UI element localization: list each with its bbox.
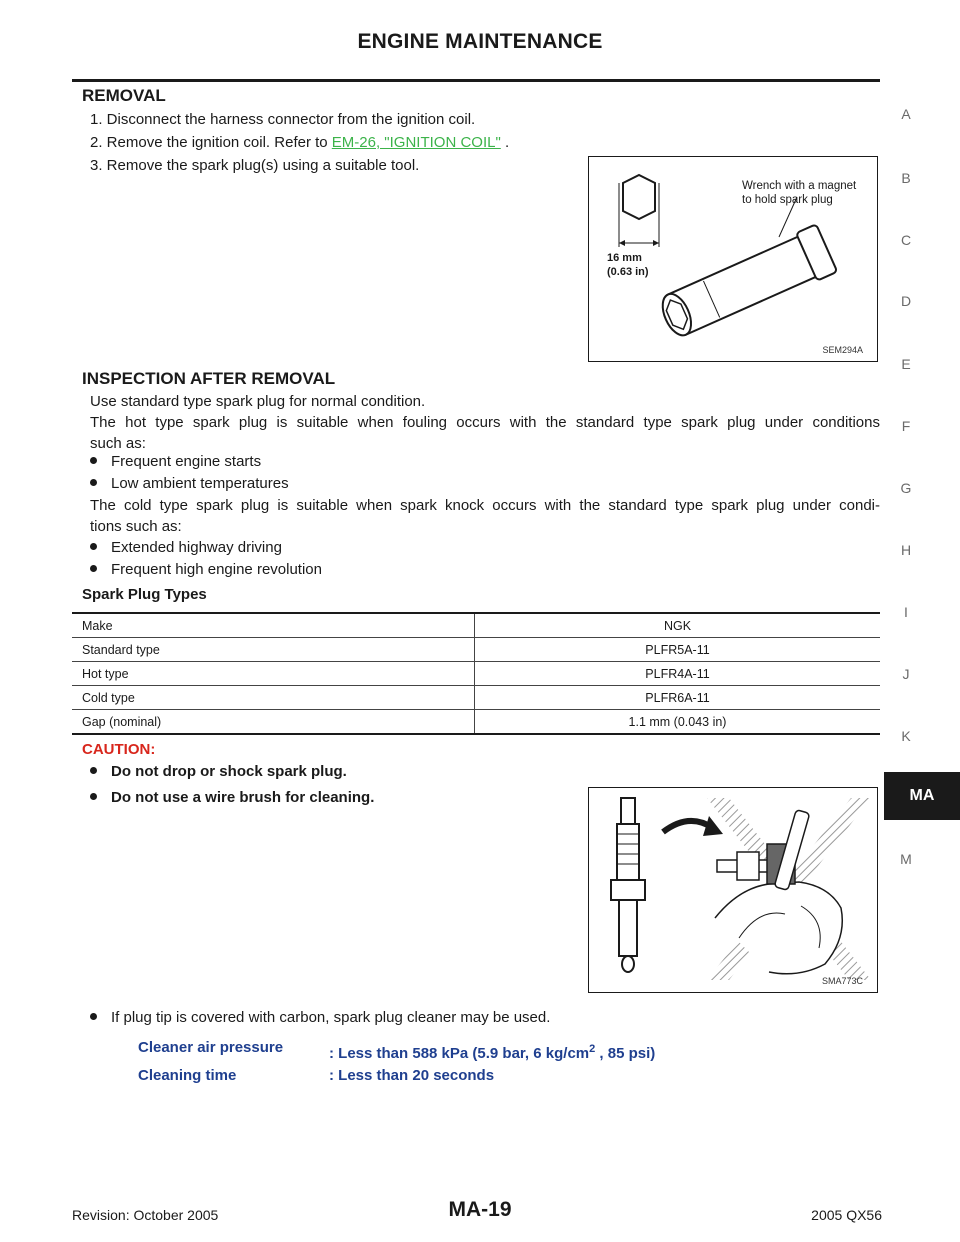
figure-code: SEM294A xyxy=(822,345,863,355)
page-number: MA-19 xyxy=(448,1198,512,1221)
do-not-wire-brush-illustration xyxy=(589,788,877,992)
index-tab-active[interactable]: MA xyxy=(884,772,960,820)
wrench-figure xyxy=(588,156,878,362)
removal-step-1: 1. Disconnect the harness connector from the ignition coil. xyxy=(90,111,476,128)
index-letter[interactable]: G xyxy=(900,480,912,496)
table-cell-label: Hot type xyxy=(72,662,475,686)
cleaner-pressure-value xyxy=(329,1043,655,1062)
bullet-item: Frequent engine starts xyxy=(90,451,261,472)
caution-title: CAUTION: xyxy=(82,741,156,758)
table-cell-value: PLFR6A-11 xyxy=(475,686,881,710)
caution-item: Do not drop or shock spark plug. xyxy=(90,761,347,782)
pressure-value-text: : Less than 588 kPa (5.9 bar, 6 kg/cm xyxy=(329,1045,590,1062)
table-cell-value: PLFR5A-11 xyxy=(475,638,881,662)
spark-plug-types-heading: Spark Plug Types xyxy=(82,586,207,603)
index-letter[interactable]: H xyxy=(900,542,912,558)
inspection-paragraph: such as: xyxy=(90,435,146,452)
index-letter[interactable]: J xyxy=(902,666,910,682)
index-letter[interactable]: D xyxy=(900,293,912,309)
ignition-coil-link[interactable]: EM-26, "IGNITION COIL" xyxy=(331,134,501,151)
page-title: ENGINE MAINTENANCE xyxy=(357,30,603,53)
spark-plug-types-table xyxy=(72,612,880,735)
bullet-item: Extended highway driving xyxy=(90,537,282,558)
wrench-dimension-mm: 16 mm xyxy=(607,252,642,264)
index-letter[interactable]: B xyxy=(901,170,911,186)
wrench-caption xyxy=(742,179,856,207)
footer-model: 2005 QX56 xyxy=(811,1207,882,1223)
removal-heading: REMOVAL xyxy=(82,86,166,105)
footer-revision: Revision: October 2005 xyxy=(72,1207,219,1223)
cleaning-time-value: : Less than 20 seconds xyxy=(329,1067,495,1084)
cleaning-note: If plug tip is covered with carbon, spark plug cleaner may be used. xyxy=(90,1007,550,1028)
wrench-dimension-in: (0.63 in) xyxy=(607,266,649,278)
cleaning-time-label: Cleaning time xyxy=(138,1067,237,1084)
index-letter[interactable]: M xyxy=(900,851,912,867)
figure-code: SMA773C xyxy=(821,976,863,986)
table-cell-value: NGK xyxy=(475,613,881,638)
pressure-value-tail: , 85 psi) xyxy=(595,1045,656,1062)
table-row xyxy=(72,686,880,710)
inspection-text xyxy=(90,391,880,454)
removal-step-3: 3. Remove the spark plug(s) using a suitable tool. xyxy=(90,157,420,174)
index-letter[interactable]: K xyxy=(901,728,911,744)
caution-item: Do not use a wire brush for cleaning. xyxy=(90,787,374,808)
wrench-caption-line-1: Wrench with a magnet xyxy=(742,180,857,192)
table-cell-value: PLFR4A-11 xyxy=(475,662,881,686)
table-row xyxy=(72,613,880,638)
wire-brush-figure xyxy=(588,787,878,993)
cleaner-pressure-label: Cleaner air pressure xyxy=(138,1039,284,1056)
inspection-paragraph: Use standard type spark plug for normal condition. xyxy=(90,393,426,410)
pressure-exponent: 2 xyxy=(589,1043,596,1055)
table-row xyxy=(72,662,880,686)
index-letter[interactable]: E xyxy=(901,356,911,372)
inspection-text-cold xyxy=(90,495,880,537)
table-cell-value: 1.1 mm (0.043 in) xyxy=(475,710,881,735)
section-index xyxy=(884,0,960,1242)
inspection-paragraph: The cold type spark plug is suitable when spark knock occurs with the standard type spark plug under condi- xyxy=(90,497,880,514)
step-2-suffix: . xyxy=(500,134,510,151)
index-letter[interactable]: C xyxy=(900,232,912,248)
table-cell-label: Cold type xyxy=(72,686,475,710)
step-2-text: 2. Remove the ignition coil. Refer to xyxy=(90,134,332,151)
wrench-caption-line-2: to hold spark plug xyxy=(742,194,833,206)
table-cell-label: Make xyxy=(72,613,475,638)
bullet-item: Low ambient temperatures xyxy=(90,473,289,494)
index-letter[interactable]: F xyxy=(901,418,911,434)
index-letter[interactable]: A xyxy=(901,106,911,122)
table-row xyxy=(72,710,880,735)
bullet-item: Frequent high engine revolution xyxy=(90,559,322,580)
inspection-paragraph: The hot type spark plug is suitable when fouling occurs with the standard type spark plug under conditions xyxy=(90,414,880,431)
removal-step-2 xyxy=(90,132,509,153)
table-row xyxy=(72,638,880,662)
table-cell-label: Gap (nominal) xyxy=(72,710,475,735)
index-letter[interactable]: I xyxy=(904,604,908,620)
wrench-dimension xyxy=(607,251,649,279)
table-cell-label: Standard type xyxy=(72,638,475,662)
inspection-paragraph: tions such as: xyxy=(90,518,182,535)
header-rule xyxy=(72,79,880,82)
inspection-heading: INSPECTION AFTER REMOVAL xyxy=(82,369,336,388)
